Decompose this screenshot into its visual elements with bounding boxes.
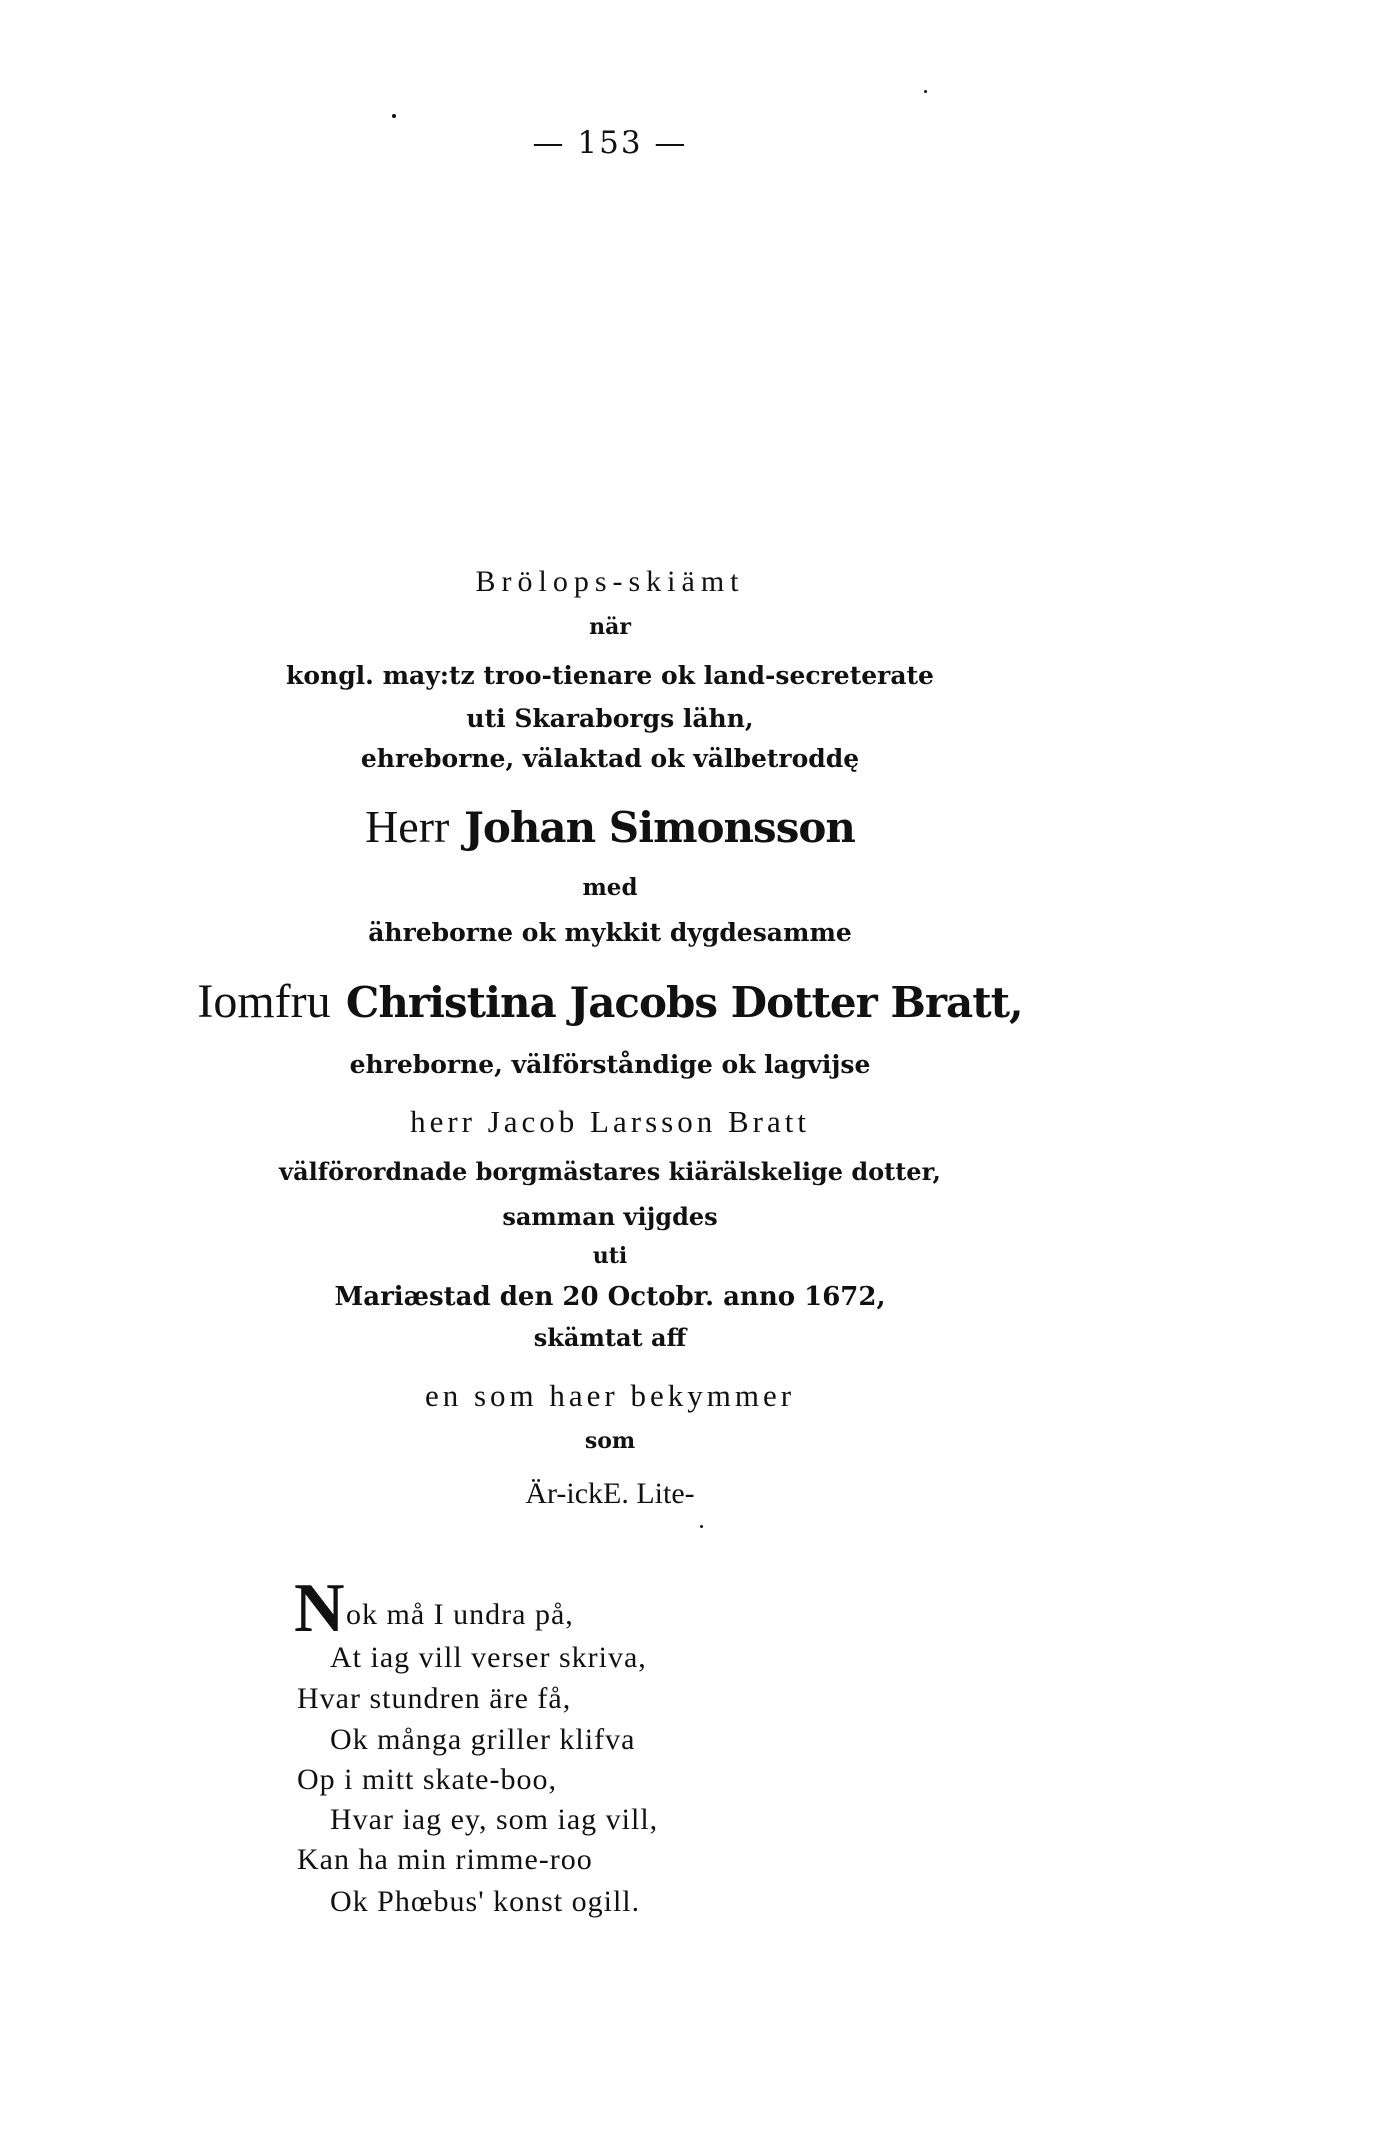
poem-line-3: Hvar stundren äre få, <box>297 1682 572 1715</box>
bride-name-line <box>0 977 1220 1026</box>
author-signature: Är-ickE. Lite- <box>525 1477 695 1510</box>
dedication-ehreborne-2: ehreborne, välförståndige ok lagvijse <box>349 1050 871 1079</box>
dedication-place-date: Mariæstad den 20 Octobr. anno 1672, <box>334 1282 886 1312</box>
groom-name: Johan Simonsson <box>463 803 855 852</box>
groom-name-line <box>0 803 1220 850</box>
dedication-nar: när <box>589 614 631 640</box>
poem-line-7: Kan ha min rimme-roo <box>297 1843 593 1876</box>
dedication-uti: uti <box>592 1243 628 1269</box>
poem-line-6: Hvar iag ey, som iag vill, <box>330 1803 659 1836</box>
dedication-uti-skaraborgs: uti Skaraborgs lähn, <box>466 704 754 733</box>
poem-line-1: ok må I undra på, <box>346 1598 574 1631</box>
bride-name: Christina Jacobs Dotter Bratt, <box>345 978 1023 1027</box>
poem-line-5: Op i mitt skate-boo, <box>297 1763 557 1796</box>
dedication-ahreborne: ähreborne ok mykkit dygdesamme <box>368 918 852 947</box>
dedication-en-som: en som haer bekymmer <box>424 1378 796 1413</box>
poem-line-8: Ok Phœbus' konst ogill. <box>330 1885 641 1918</box>
poem-line-2: At iag vill verser skriva, <box>330 1641 647 1674</box>
poem-drop-cap: N <box>294 1570 345 1647</box>
ink-speck <box>700 1525 703 1528</box>
dedication-ehreborne-1: ehreborne, välaktad ok välbetroddę <box>360 744 860 773</box>
dedication-kongl: kongl. may:tz troo-tienare ok land-secreterate <box>286 661 934 690</box>
poem-title: Brölops-skiämt <box>475 565 745 598</box>
bride-prefix: Iomfru <box>197 975 331 1028</box>
dedication-som: som <box>584 1428 636 1454</box>
groom-prefix: Herr <box>365 801 450 852</box>
dedication-med: med <box>582 874 638 901</box>
father-name: herr Jacob Larsson Bratt <box>410 1104 810 1139</box>
page-number: — 153 — <box>532 125 688 161</box>
dedication-samman: samman vijgdes <box>502 1202 718 1231</box>
dedication-skamtat: skämtat aff <box>533 1323 687 1352</box>
dedication-valforordnade: välförordnade borgmästares kiärälskelige dotter, <box>279 1157 941 1186</box>
ink-speck <box>924 90 927 93</box>
ink-speck <box>392 114 396 118</box>
poem-line-4: Ok många griller klifva <box>330 1723 636 1756</box>
